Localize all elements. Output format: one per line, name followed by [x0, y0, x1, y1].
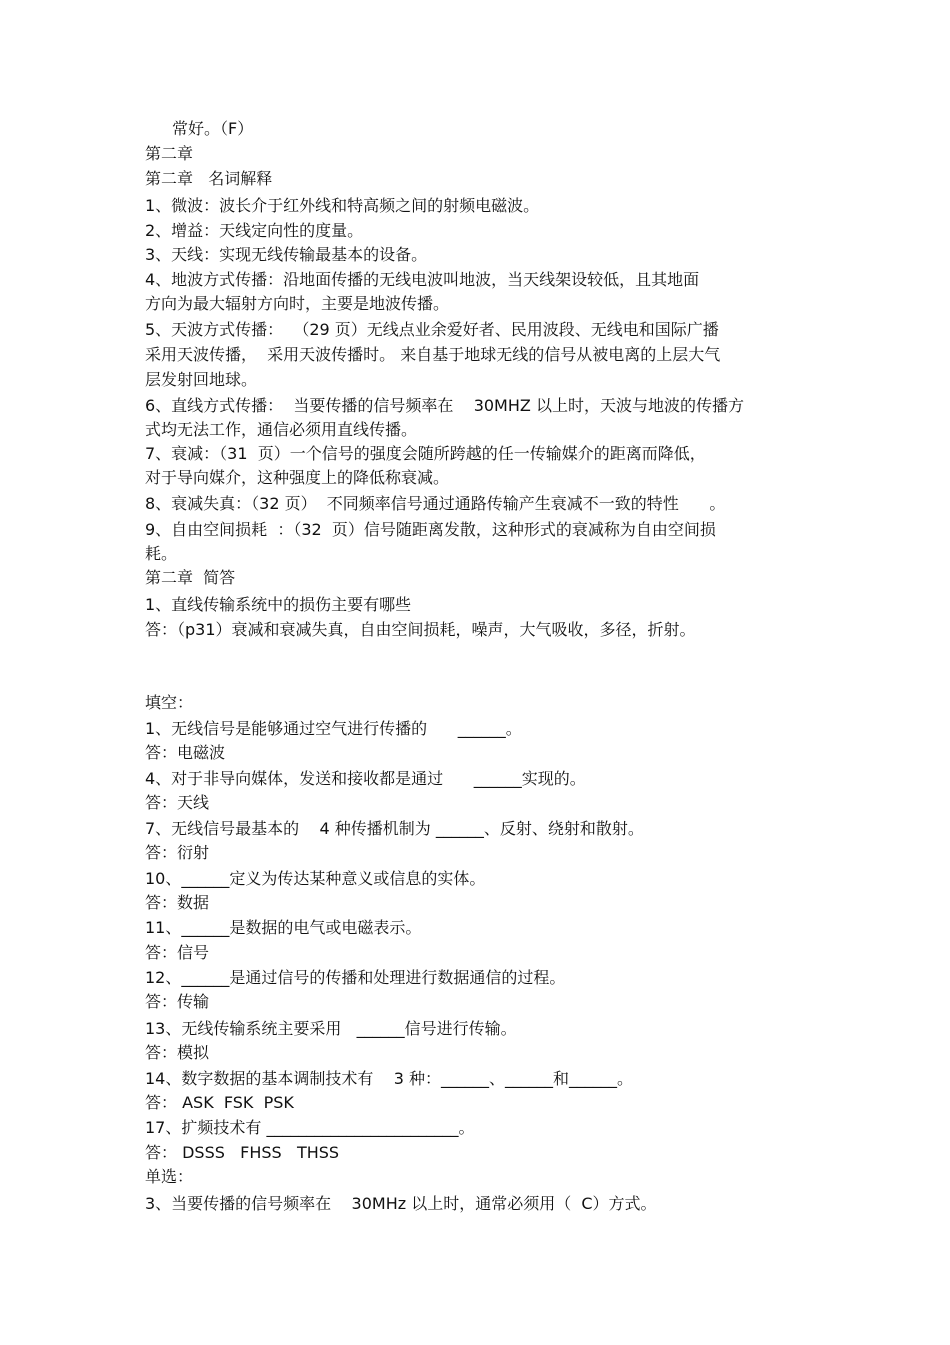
- question-line: 3、当要传播的信号频率在 30MHz 以上时，通常必须用（ C）方式。: [145, 1194, 657, 1213]
- text-line: 2、增益：天线定向性的度量。: [145, 221, 364, 240]
- answer-line: 答：传输: [145, 992, 210, 1011]
- question-line: 10、______定义为传达某种意义或信息的实体。: [145, 869, 486, 888]
- text-line: 3、天线：实现无线传输最基本的设备。: [145, 245, 428, 264]
- answer-line: 答：模拟: [145, 1043, 210, 1062]
- question-line: 4、对于非导向媒体，发送和接收都是通过 ______实现的。: [145, 769, 586, 788]
- text-line: 层发射回地球。: [145, 370, 258, 389]
- answer-line: 答：信号: [145, 943, 210, 962]
- answer-line: 答：衍射: [145, 843, 210, 862]
- question-line: 12、______是通过信号的传播和处理进行数据通信的过程。: [145, 968, 566, 987]
- text-line: 9、自由空间损耗 ：（32 页）信号随距离发散，这种形式的衰减称为自由空间损: [145, 520, 716, 539]
- question-line: 13、无线传输系统主要采用 ______信号进行传输。: [145, 1019, 517, 1038]
- text-line: 式均无法工作，通信必须用直线传播。: [145, 420, 418, 439]
- answer-line: 答：（p31）衰减和衰减失真，自由空间损耗，噪声，大气吸收，多径，折射。: [145, 620, 696, 639]
- answer-line: 答：天线: [145, 793, 210, 812]
- text-line: 4、地波方式传播：沿地面传播的无线电波叫地波，当天线架设较低，且其地面: [145, 270, 700, 289]
- text-line: 6、直线方式传播： 当要传播的信号频率在 30MHZ 以上时，天波与地波的传播方: [145, 396, 744, 415]
- text-line: 常好。（F）: [172, 119, 254, 138]
- section-heading: 第二章 简答: [145, 568, 236, 587]
- question-line: 7、无线信号最基本的 4 种传播机制为 ______、反射、绕射和散射。: [145, 819, 644, 838]
- text-line: 对于导向媒介，这种强度上的降低称衰减。: [145, 468, 450, 487]
- answer-line: 答： ASK FSK PSK: [145, 1093, 294, 1112]
- section-heading: 单选：: [145, 1167, 194, 1186]
- question-line: 17、扩频技术有 ________________________。: [145, 1118, 475, 1137]
- section-heading: 第二章 名词解释: [145, 169, 273, 188]
- text-line: 5、天波方式传播： （29 页）无线点业余爱好者、民用波段、无线电和国际广播: [145, 320, 719, 339]
- text-line: 1、微波：波长介于红外线和特高频之间的射频电磁波。: [145, 196, 540, 215]
- answer-line: 答：电磁波: [145, 743, 226, 762]
- section-heading: 填空：: [145, 693, 194, 712]
- question-line: 14、数字数据的基本调制技术有 3 种：______、______和______。: [145, 1069, 633, 1088]
- chapter-heading: 第二章: [145, 144, 194, 163]
- text-line: 耗。: [145, 544, 178, 563]
- text-line: 1、直线传输系统中的损伤主要有哪些: [145, 595, 412, 614]
- text-line: 7、衰减：（31 页）一个信号的强度会随所跨越的任一传输媒介的距离而降低，: [145, 444, 706, 463]
- question-line: 11、______是数据的电气或电磁表示。: [145, 918, 422, 937]
- answer-line: 答：数据: [145, 893, 210, 912]
- answer-line: 答： DSSS FHSS THSS: [145, 1143, 340, 1162]
- question-line: 1、无线信号是能够通过空气进行传播的 ______。: [145, 719, 522, 738]
- text-line: 方向为最大辐射方向时，主要是地波传播。: [145, 294, 450, 313]
- text-line: 采用天波传播， 采用天波传播时。 来自基于地球无线的信号从被电离的上层大气: [145, 345, 721, 364]
- text-line: 8、衰减失真：（32 页） 不同频率信号通过通路传输产生衰减不一致的特性 。: [145, 494, 726, 513]
